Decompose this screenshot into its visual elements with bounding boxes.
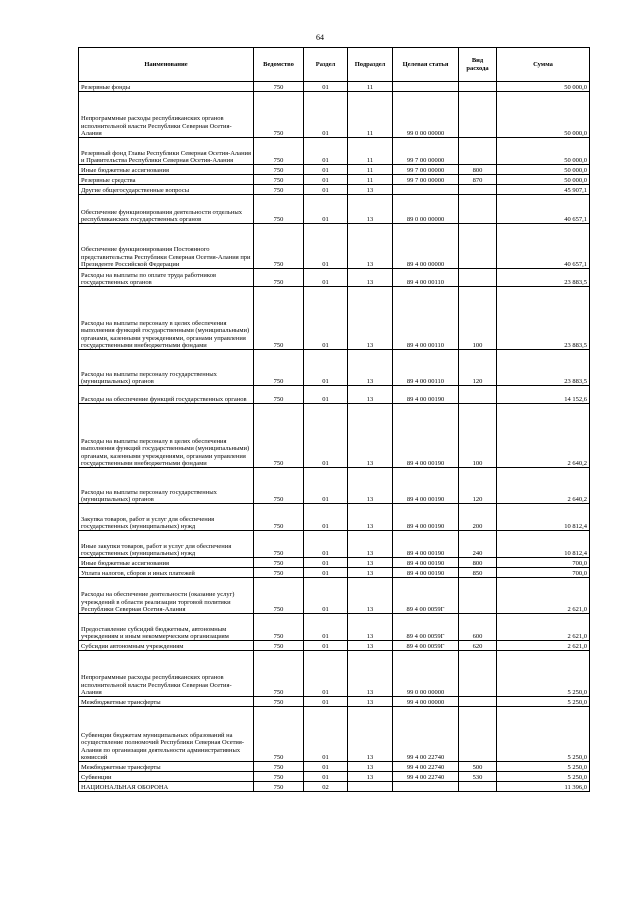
table-row xyxy=(79,504,590,531)
row-amount: 45 907,1 xyxy=(497,185,590,195)
row-amount: 5 250,0 xyxy=(497,707,590,762)
row-expense-type: 120 xyxy=(459,468,497,504)
row-section: 02 xyxy=(304,782,348,792)
table-row xyxy=(79,269,590,287)
row-target-article: 99 0 00 00000 xyxy=(393,92,459,138)
table-row xyxy=(79,185,590,195)
row-department: 750 xyxy=(254,82,304,92)
row-section: 01 xyxy=(304,558,348,568)
row-subsection: 13 xyxy=(348,614,393,641)
row-expense-type: 800 xyxy=(459,558,497,568)
table-row xyxy=(79,641,590,651)
row-amount: 2 621,0 xyxy=(497,614,590,641)
row-department: 750 xyxy=(254,614,304,641)
row-section: 01 xyxy=(304,224,348,269)
row-subsection: 13 xyxy=(348,350,393,386)
row-subsection: 13 xyxy=(348,531,393,558)
table-row xyxy=(79,782,590,792)
row-amount: 40 657,1 xyxy=(497,195,590,224)
budget-table xyxy=(78,47,590,792)
row-expense-type: 500 xyxy=(459,762,497,772)
row-subsection: 11 xyxy=(348,165,393,175)
row-department: 750 xyxy=(254,782,304,792)
row-section: 01 xyxy=(304,707,348,762)
row-section: 01 xyxy=(304,92,348,138)
row-subsection: 13 xyxy=(348,224,393,269)
row-subsection: 13 xyxy=(348,762,393,772)
page-number: 64 xyxy=(316,33,324,42)
header-department: Ведомство xyxy=(254,48,304,82)
row-amount: 50 000,0 xyxy=(497,82,590,92)
row-department: 750 xyxy=(254,175,304,185)
row-target-article xyxy=(393,782,459,792)
row-department: 750 xyxy=(254,404,304,468)
row-department: 750 xyxy=(254,641,304,651)
table-row xyxy=(79,697,590,707)
row-subsection: 11 xyxy=(348,92,393,138)
row-subsection: 13 xyxy=(348,558,393,568)
row-section: 01 xyxy=(304,269,348,287)
row-name: Иные бюджетные ассигнования xyxy=(79,558,254,568)
row-section: 01 xyxy=(304,195,348,224)
row-expense-type: 120 xyxy=(459,350,497,386)
row-department: 750 xyxy=(254,558,304,568)
row-amount: 700,0 xyxy=(497,558,590,568)
row-department: 750 xyxy=(254,224,304,269)
row-expense-type: 800 xyxy=(459,165,497,175)
row-target-article: 99 4 00 22740 xyxy=(393,772,459,782)
row-name: Расходы на обеспечение функций государственных органов xyxy=(79,386,254,404)
row-section: 01 xyxy=(304,404,348,468)
row-section: 01 xyxy=(304,762,348,772)
row-name: Обеспечение функционирования Постоянного представительства Республики Северная Осетия-Алания при Президенте Российской Федерации xyxy=(79,224,254,269)
row-department: 750 xyxy=(254,138,304,165)
row-name: Субсидии автономным учреждениям xyxy=(79,641,254,651)
table-row xyxy=(79,468,590,504)
row-subsection: 13 xyxy=(348,404,393,468)
row-expense-type xyxy=(459,782,497,792)
row-target-article: 89 4 00 00000 xyxy=(393,224,459,269)
row-target-article: 89 4 00 00110 xyxy=(393,287,459,350)
row-name: Резервные фонды xyxy=(79,82,254,92)
row-subsection: 13 xyxy=(348,185,393,195)
row-section: 01 xyxy=(304,651,348,697)
row-expense-type: 620 xyxy=(459,641,497,651)
row-amount: 5 250,0 xyxy=(497,697,590,707)
row-department: 750 xyxy=(254,165,304,175)
row-amount: 5 250,0 xyxy=(497,772,590,782)
row-section: 01 xyxy=(304,531,348,558)
row-expense-type xyxy=(459,195,497,224)
row-subsection: 13 xyxy=(348,386,393,404)
row-subsection xyxy=(348,782,393,792)
row-name: Межбюджетные трансферты xyxy=(79,762,254,772)
row-target-article: 89 0 00 00000 xyxy=(393,195,459,224)
row-subsection: 13 xyxy=(348,568,393,578)
row-name: Межбюджетные трансферты xyxy=(79,697,254,707)
row-target-article: 99 7 00 00000 xyxy=(393,165,459,175)
row-target-article: 99 4 00 22740 xyxy=(393,762,459,772)
row-section: 01 xyxy=(304,568,348,578)
row-name: Непрограммные расходы республиканских органов исполнительной власти Республики Северная Осетия-Алания xyxy=(79,92,254,138)
row-subsection: 13 xyxy=(348,504,393,531)
row-department: 750 xyxy=(254,195,304,224)
row-section: 01 xyxy=(304,138,348,165)
row-department: 750 xyxy=(254,386,304,404)
row-section: 01 xyxy=(304,386,348,404)
row-expense-type xyxy=(459,92,497,138)
table-row xyxy=(79,224,590,269)
row-target-article: 89 4 00 00190 xyxy=(393,386,459,404)
row-target-article: 89 4 00 0059Г xyxy=(393,614,459,641)
row-section: 01 xyxy=(304,697,348,707)
row-subsection: 11 xyxy=(348,138,393,165)
row-expense-type xyxy=(459,82,497,92)
row-amount: 10 812,4 xyxy=(497,504,590,531)
row-subsection: 13 xyxy=(348,468,393,504)
row-amount: 23 883,5 xyxy=(497,269,590,287)
header-amount: Сумма xyxy=(497,48,590,82)
row-name: Субвенции бюджетам муниципальных образований на осуществление полномочий Республики Северная Осетия-Алания по организации деятельности административных комиссий xyxy=(79,707,254,762)
table-row xyxy=(79,92,590,138)
row-expense-type: 200 xyxy=(459,504,497,531)
row-expense-type xyxy=(459,386,497,404)
row-department: 750 xyxy=(254,578,304,614)
row-section: 01 xyxy=(304,287,348,350)
row-expense-type xyxy=(459,707,497,762)
row-expense-type xyxy=(459,697,497,707)
table-row xyxy=(79,578,590,614)
row-name: Резервные средства xyxy=(79,175,254,185)
row-section: 01 xyxy=(304,641,348,651)
row-department: 750 xyxy=(254,287,304,350)
row-section: 01 xyxy=(304,772,348,782)
table-row xyxy=(79,138,590,165)
table-row xyxy=(79,531,590,558)
row-name: Непрограммные расходы республиканских органов исполнительной власти Республики Северная Осетия-Алания xyxy=(79,651,254,697)
row-expense-type xyxy=(459,185,497,195)
row-target-article: 89 4 00 00190 xyxy=(393,468,459,504)
row-section: 01 xyxy=(304,578,348,614)
row-section: 01 xyxy=(304,504,348,531)
row-amount: 2 621,0 xyxy=(497,641,590,651)
row-name: Предоставление субсидий бюджетным, автономным учреждениям и иным некоммерческим организациям xyxy=(79,614,254,641)
table-row xyxy=(79,558,590,568)
header-section: Раздел xyxy=(304,48,348,82)
row-name: Расходы на обеспечение деятельности (оказание услуг) учреждений в области реализации торговой политики Республики Северная Осетия-Алания xyxy=(79,578,254,614)
row-expense-type: 870 xyxy=(459,175,497,185)
row-target-article: 99 0 00 00000 xyxy=(393,651,459,697)
table-row xyxy=(79,762,590,772)
row-name: Расходы на выплаты персоналу государственных (муниципальных) органов xyxy=(79,350,254,386)
row-name: Расходы на выплаты персоналу в целях обеспечения выполнения функций государственными (муниципальными) органами, казенными учреждениями, органами управления государственными внебюджетными фондами xyxy=(79,404,254,468)
row-target-article xyxy=(393,82,459,92)
row-name: НАЦИОНАЛЬНАЯ ОБОРОНА xyxy=(79,782,254,792)
row-department: 750 xyxy=(254,468,304,504)
row-subsection: 13 xyxy=(348,697,393,707)
header-expense-type: Вид расхода xyxy=(459,48,497,82)
row-section: 01 xyxy=(304,185,348,195)
row-expense-type xyxy=(459,224,497,269)
row-subsection: 11 xyxy=(348,82,393,92)
row-department: 750 xyxy=(254,762,304,772)
table-row xyxy=(79,287,590,350)
row-target-article: 89 4 00 0059Г xyxy=(393,641,459,651)
row-subsection: 13 xyxy=(348,287,393,350)
row-target-article: 89 4 00 00190 xyxy=(393,404,459,468)
row-expense-type: 850 xyxy=(459,568,497,578)
row-department: 750 xyxy=(254,772,304,782)
row-subsection: 11 xyxy=(348,175,393,185)
row-subsection: 13 xyxy=(348,578,393,614)
table-row xyxy=(79,165,590,175)
row-amount: 40 657,1 xyxy=(497,224,590,269)
row-amount: 2 640,2 xyxy=(497,468,590,504)
row-target-article xyxy=(393,185,459,195)
row-subsection: 13 xyxy=(348,707,393,762)
row-name: Обеспечение функционирования деятельности отдельных республиканских государственных органов xyxy=(79,195,254,224)
table-row xyxy=(79,195,590,224)
row-expense-type: 240 xyxy=(459,531,497,558)
header-target-article: Целевая статья xyxy=(393,48,459,82)
row-expense-type xyxy=(459,578,497,614)
row-name: Закупка товаров, работ и услуг для обеспечения государственных (муниципальных) нужд xyxy=(79,504,254,531)
row-section: 01 xyxy=(304,175,348,185)
row-section: 01 xyxy=(304,165,348,175)
row-amount: 5 250,0 xyxy=(497,762,590,772)
table-row xyxy=(79,175,590,185)
row-target-article: 89 4 00 00190 xyxy=(393,568,459,578)
row-section: 01 xyxy=(304,350,348,386)
row-subsection: 13 xyxy=(348,651,393,697)
row-expense-type xyxy=(459,651,497,697)
row-department: 750 xyxy=(254,651,304,697)
row-subsection: 13 xyxy=(348,641,393,651)
row-subsection: 13 xyxy=(348,269,393,287)
row-amount: 50 000,0 xyxy=(497,92,590,138)
row-department: 750 xyxy=(254,269,304,287)
row-target-article: 99 7 00 00000 xyxy=(393,138,459,165)
row-amount: 14 152,6 xyxy=(497,386,590,404)
table-row xyxy=(79,651,590,697)
row-target-article: 89 4 00 00190 xyxy=(393,531,459,558)
row-name: Иные бюджетные ассигнования xyxy=(79,165,254,175)
table-row xyxy=(79,772,590,782)
table-row xyxy=(79,350,590,386)
row-expense-type xyxy=(459,138,497,165)
row-target-article: 89 4 00 00190 xyxy=(393,558,459,568)
row-department: 750 xyxy=(254,697,304,707)
row-amount: 50 000,0 xyxy=(497,165,590,175)
row-target-article: 99 7 00 00000 xyxy=(393,175,459,185)
table-row xyxy=(79,614,590,641)
row-amount: 5 250,0 xyxy=(497,651,590,697)
row-department: 750 xyxy=(254,504,304,531)
row-amount: 11 396,0 xyxy=(497,782,590,792)
row-amount: 10 812,4 xyxy=(497,531,590,558)
row-name: Иные закупки товаров, работ и услуг для обеспечения государственных (муниципальных) нужд xyxy=(79,531,254,558)
row-name: Расходы на выплаты персоналу в целях обеспечения выполнения функций государственными (муниципальными) органами, казенными учреждениями, органами управления государственными внебюджетными фондами xyxy=(79,287,254,350)
row-amount: 2 621,0 xyxy=(497,578,590,614)
row-amount: 700,0 xyxy=(497,568,590,578)
row-name: Другие общегосударственные вопросы xyxy=(79,185,254,195)
row-amount: 23 883,5 xyxy=(497,350,590,386)
table-header-row xyxy=(79,48,590,82)
table-row xyxy=(79,568,590,578)
row-subsection: 13 xyxy=(348,772,393,782)
row-target-article: 89 4 00 00110 xyxy=(393,269,459,287)
table-row xyxy=(79,386,590,404)
row-amount: 50 000,0 xyxy=(497,175,590,185)
row-department: 750 xyxy=(254,568,304,578)
row-target-article: 89 4 00 00190 xyxy=(393,504,459,531)
table-row xyxy=(79,404,590,468)
row-subsection: 13 xyxy=(348,195,393,224)
row-department: 750 xyxy=(254,531,304,558)
row-expense-type: 100 xyxy=(459,404,497,468)
row-name: Расходы на выплаты персоналу государственных (муниципальных) органов xyxy=(79,468,254,504)
header-subsection: Подраздел xyxy=(348,48,393,82)
row-expense-type xyxy=(459,269,497,287)
row-name: Резервный фонд Главы Республики Северная Осетия-Алания и Правительства Республики Северная Осетия-Алания xyxy=(79,138,254,165)
row-section: 01 xyxy=(304,614,348,641)
row-name: Субвенции xyxy=(79,772,254,782)
row-target-article: 99 4 00 00000 xyxy=(393,697,459,707)
row-expense-type: 530 xyxy=(459,772,497,782)
row-amount: 23 883,5 xyxy=(497,287,590,350)
table-row xyxy=(79,707,590,762)
row-amount: 2 640,2 xyxy=(497,404,590,468)
row-expense-type: 600 xyxy=(459,614,497,641)
row-target-article: 99 4 00 22740 xyxy=(393,707,459,762)
row-expense-type: 100 xyxy=(459,287,497,350)
row-department: 750 xyxy=(254,92,304,138)
row-target-article: 89 4 00 00110 xyxy=(393,350,459,386)
row-section: 01 xyxy=(304,82,348,92)
row-name: Уплата налогов, сборов и иных платежей xyxy=(79,568,254,578)
row-department: 750 xyxy=(254,350,304,386)
table-row xyxy=(79,82,590,92)
header-name: Наименование xyxy=(79,48,254,82)
row-department: 750 xyxy=(254,707,304,762)
row-amount: 50 000,0 xyxy=(497,138,590,165)
row-section: 01 xyxy=(304,468,348,504)
row-department: 750 xyxy=(254,185,304,195)
row-target-article: 89 4 00 0059Г xyxy=(393,578,459,614)
row-name: Расходы на выплаты по оплате труда работников государственных органов xyxy=(79,269,254,287)
